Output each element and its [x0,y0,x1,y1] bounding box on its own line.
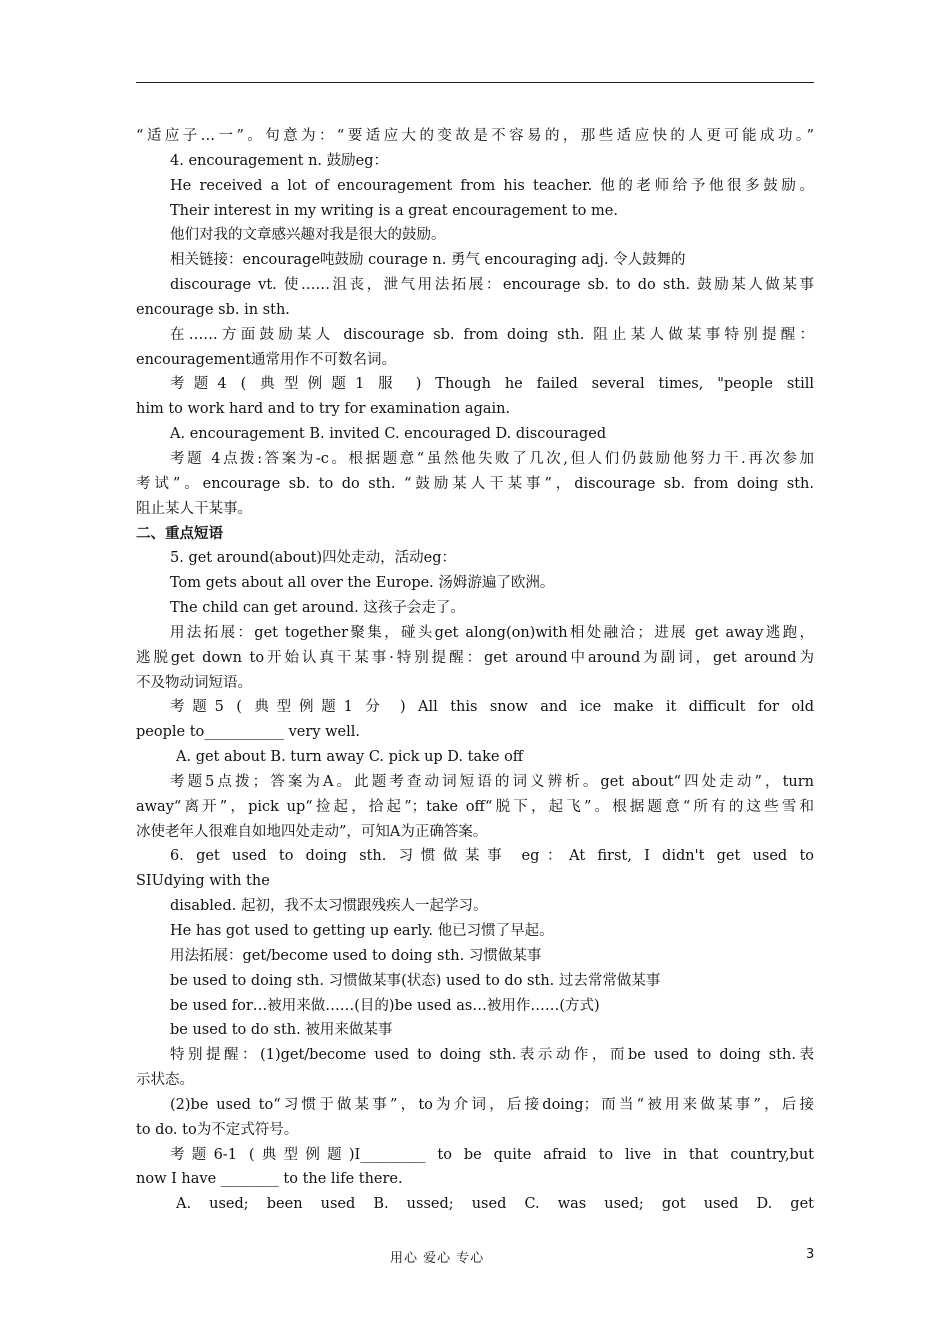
text-line: 考题 4点拨:答案为-c。根据题意“虽然他失败了几次,但人们仍鼓励他努力干.再次参加 [170,450,814,467]
text-line: 他们对我的文章感兴趣对我是很大的鼓励。 [170,227,446,244]
text-line: 考题4 ( 典型例题1 服 ) Though he failed several times, "people still [170,376,814,393]
footer-motto: 用心 爱心 专心 [390,1251,485,1266]
text-line: 考题6-1 (典型例题)I_________ to be quite afraid to live in that country,but [170,1146,814,1163]
text-line: A. get about B. turn away C. pick up D. take off [176,749,524,766]
text-line: him to work hard and to try for examination again. [136,401,511,418]
text-line: 阻止某人干某事。 [136,500,252,517]
text-line: discourage vt. 使……沮丧，泄气用法拓展：encourage sb. to do sth. 鼓励某人做某事 [170,277,814,294]
text-line: encouragement通常用作不可数名词。 [136,351,397,368]
text-line: 考题5 ( 典型例题1 分 ) All this snow and ice make it difficult for old [170,699,814,716]
text-line: 4. encouragement n. 鼓励eg： [170,152,389,169]
text-line: 不及物动词短语。 [136,674,252,691]
page-footer [0,1247,950,1267]
text-line: now I have ________ to the life there. [136,1171,403,1188]
header-rule [136,82,814,83]
text-line: be used to doing sth. 习惯做某事(状态) used to do sth. 过去常常做某事 [170,972,661,989]
text-line: 在……方面鼓励某人 discourage sb. from doing sth. 阻止某人做某事特别提醒： [170,326,814,343]
page-number: 3 [806,1247,815,1262]
text-line: away“离开”，pick up“捡起，拾起”；take off“脱下，起飞”。根据题意“所有的这些雪和 [136,798,814,815]
text-line: 用法拓展：get/become used to doing sth. 习惯做某事 [170,947,542,964]
text-line: encourage sb. in sth. [136,301,290,318]
text-line: The child can get around. 这孩子会走了。 [170,600,465,617]
text-line: 用法拓展：get together聚集，碰头get along(on)with相处融洽；进展 get away逃跑， [170,624,814,641]
page-body [136,124,814,1217]
text-line: to do. to为不定式符号。 [136,1121,299,1138]
text-line: A. used; been used B. ussed; used C. was used; got used D. get [176,1196,814,1213]
text-line: He has got used to getting up early. 他已习惯了早起。 [170,923,554,939]
text-line: 考题5点拨；答案为A。此题考查动词短语的词义辨析。get about“四处走动”，turn [170,773,814,790]
text-line: disabled. 起初，我不太习惯跟残疾人一起学习。 [170,898,488,915]
text-line: A. encouragement B. invited C. encouraged D. discouraged [170,426,607,443]
text-line: 特别提醒：(1)get/become used to doing sth.表示动作，而be used to doing sth.表 [170,1047,814,1064]
text-line: “适应子…一”。句意为：“要适应大的变故是不容易的，那些适应快的人更可能成功。” [136,128,814,144]
text-line: be used to do sth. 被用来做某事 [170,1022,393,1039]
text-line: 逃脱get down to开始认真干某事·特别提醒：get around中around为副词，get around为 [136,649,814,666]
text-line: 考试”。encourage sb. to do sth. “鼓励某人干某事”，discourage sb. from doing sth. [136,475,814,492]
text-line: 6. get used to doing sth. 习惯做某事 eg：At first, I didn't get used to [170,848,814,865]
text-line: 示状态。 [136,1072,194,1089]
text-line: 相关链接：encourage吨鼓励 courage n. 勇气 encouraging adj. 令人鼓舞的 [170,252,686,269]
section-heading: 二、重点短语 [136,525,223,542]
text-line: (2)be used to“习惯于做某事”，to为介词，后接doing；而当“被用来做某事”，后接 [170,1096,814,1113]
text-line: SIUdying with the [136,873,270,890]
text-line: Tom gets about all over the Europe. 汤姆游遍了欧洲。 [170,575,555,592]
text-line: He received a lot of encouragement from his teacher. 他的老师给予他很多鼓励。 [170,177,814,194]
text-line: be used for…被用来做……(目的)be used as…被用作……(方式) [170,997,600,1014]
text-line: 5. get around(about)四处走动，活动eg： [170,550,457,567]
text-line: Their interest in my writing is a great encouragement to me. [170,202,618,219]
text-line: 冰使老年人很难自如地四处走动”，可知A为正确答案。 [136,823,488,840]
text-line: people to___________ very well. [136,724,360,741]
